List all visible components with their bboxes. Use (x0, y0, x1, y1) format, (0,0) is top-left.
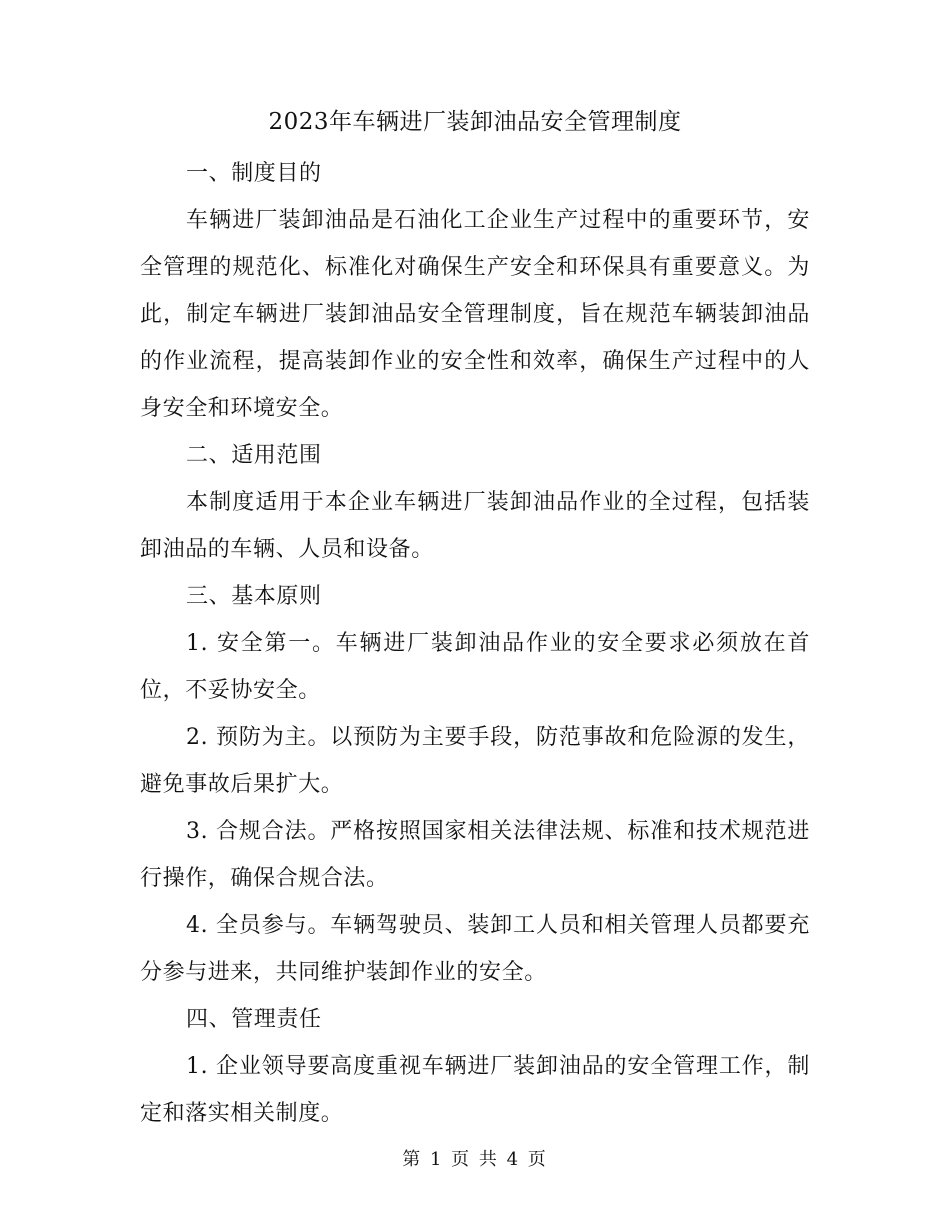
principle-item-1: 1. 安全第一。车辆进厂装卸油品作业的安全要求必须放在首位，不妥协安全。 (140, 631, 810, 703)
paragraph-scope: 本制度适用于本企业车辆进厂装卸油品作业的全过程，包括装卸油品的车辆、人员和设备。 (140, 490, 810, 562)
document-title: 2023年车辆进厂装卸油品安全管理制度 (268, 109, 682, 135)
section-heading-principles: 三、基本原则 (186, 584, 322, 609)
page-footer: 第 1 页 共 4 页 (402, 1149, 548, 1170)
principle-item-2: 2. 预防为主。以预防为主要手段，防范事故和危险源的发生，避免事故后果扩大。 (140, 725, 810, 797)
paragraph-purpose: 车辆进厂装卸油品是石油化工企业生产过程中的重要环节，安全管理的规范化、标准化对确保生产安全和环保具有重要意义。为此，制定车辆进厂装卸油品安全管理制度，旨在规范车辆装卸油品的作业流程，提高装卸作业的安全性和效率，确保生产过程中的人身安全和环境安全。 (140, 208, 810, 421)
section-heading-scope: 二、适用范围 (186, 443, 322, 468)
principle-item-3: 3. 合规合法。严格按照国家相关法律法规、标准和技术规范进行操作，确保合规合法。 (140, 819, 810, 891)
responsibility-item-1: 1. 企业领导要高度重视车辆进厂装卸油品的安全管理工作，制定和落实相关制度。 (140, 1054, 810, 1126)
principle-item-4: 4. 全员参与。车辆驾驶员、装卸工人员和相关管理人员都要充分参与进来，共同维护装卸作业的安全。 (140, 913, 810, 985)
section-heading-responsibility: 四、管理责任 (186, 1007, 322, 1032)
section-heading-purpose: 一、制度目的 (186, 161, 322, 186)
document-body (140, 150, 810, 1137)
